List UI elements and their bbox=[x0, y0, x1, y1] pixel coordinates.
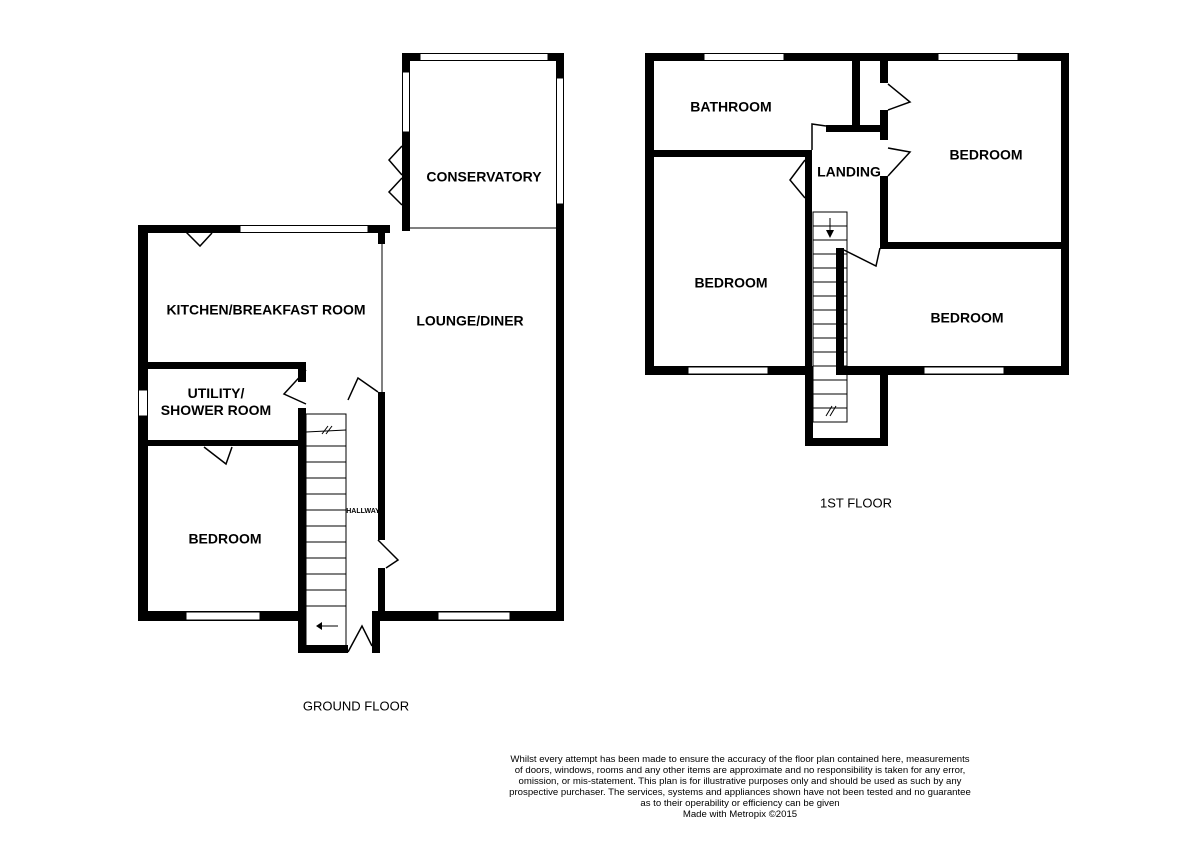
wall bbox=[138, 225, 148, 621]
room-label-hallway: HALLWAY bbox=[346, 508, 380, 515]
window bbox=[438, 612, 510, 620]
wall bbox=[880, 242, 1069, 249]
door bbox=[186, 232, 212, 246]
room-label-bedroom-left: BEDROOM bbox=[694, 274, 768, 291]
disclaimer-line: Whilst every attempt has been made to ensure the accuracy of the floor plan contained here, measurements bbox=[510, 754, 970, 765]
disclaimer-text bbox=[490, 754, 990, 820]
door bbox=[389, 178, 402, 205]
wall bbox=[880, 176, 888, 248]
ground-floor-plan bbox=[138, 53, 564, 653]
room-label-ground-bedroom: BEDROOM bbox=[188, 530, 262, 547]
wall bbox=[826, 125, 888, 132]
wall bbox=[138, 440, 306, 446]
disclaimer-line: omission, or mis-statement. This plan is for illustrative purposes only and should be used as such by any bbox=[518, 776, 962, 787]
stair-outline bbox=[306, 414, 346, 646]
metropix-credit: Made with Metropix ©2015 bbox=[682, 809, 798, 820]
room-label-bathroom: BATHROOM bbox=[690, 98, 772, 115]
room-label-kitchen: KITCHEN/BREAKFAST ROOM bbox=[166, 301, 366, 318]
window bbox=[186, 612, 260, 620]
wall bbox=[645, 53, 654, 375]
wall bbox=[880, 53, 888, 83]
door bbox=[348, 378, 378, 400]
room-label-landing: LANDING bbox=[817, 163, 881, 180]
wall bbox=[378, 392, 385, 540]
window bbox=[403, 72, 410, 132]
door bbox=[812, 124, 826, 150]
arrow-head-icon bbox=[316, 622, 322, 630]
room-label-lounge: LOUNGE/DINER bbox=[416, 312, 524, 329]
room-label-bedroom-right-bottom: BEDROOM bbox=[930, 309, 1004, 326]
window bbox=[688, 367, 768, 374]
wall bbox=[880, 110, 888, 140]
ground-floor-caption: GROUND FLOOR bbox=[302, 698, 410, 714]
wall bbox=[378, 568, 385, 618]
wall bbox=[852, 53, 860, 129]
window bbox=[704, 54, 784, 61]
wall bbox=[378, 230, 385, 244]
wall bbox=[645, 150, 812, 157]
room-label-utility-line1: UTILITY/ bbox=[187, 385, 245, 401]
ground-staircase bbox=[306, 414, 346, 646]
wall bbox=[805, 438, 888, 446]
wall bbox=[298, 408, 306, 618]
door bbox=[844, 248, 880, 266]
disclaimer-line: of doors, windows, rooms and any other items are approximate and no responsibility is taken for any error, bbox=[514, 765, 966, 776]
stair-tread bbox=[306, 430, 346, 432]
disclaimer-line: as to their operability or efficiency can be given bbox=[640, 798, 840, 809]
wall bbox=[805, 150, 812, 372]
window bbox=[240, 226, 368, 233]
window bbox=[557, 78, 564, 204]
door bbox=[204, 447, 232, 464]
first-floor-caption: 1ST FLOOR bbox=[819, 495, 893, 511]
door bbox=[790, 160, 805, 198]
room-label-utility-line2: SHOWER ROOM bbox=[160, 402, 272, 418]
door bbox=[389, 146, 402, 175]
door bbox=[888, 148, 910, 176]
window bbox=[938, 54, 1018, 61]
wall bbox=[805, 366, 813, 446]
window bbox=[420, 54, 548, 61]
door bbox=[378, 540, 398, 568]
door bbox=[888, 84, 910, 110]
wall bbox=[138, 362, 306, 369]
door bbox=[348, 626, 372, 652]
wall bbox=[1061, 53, 1069, 375]
disclaimer-line: prospective purchaser. The services, systems and appliances shown have not been tested and no guarantee bbox=[509, 787, 971, 798]
wall bbox=[880, 366, 888, 446]
window bbox=[139, 390, 148, 416]
arrow-head-icon bbox=[826, 230, 834, 238]
room-label-utility bbox=[161, 385, 271, 419]
window bbox=[924, 367, 1004, 374]
room-label-conservatory: CONSERVATORY bbox=[426, 168, 542, 185]
room-label-bedroom-right-top: BEDROOM bbox=[949, 146, 1023, 163]
